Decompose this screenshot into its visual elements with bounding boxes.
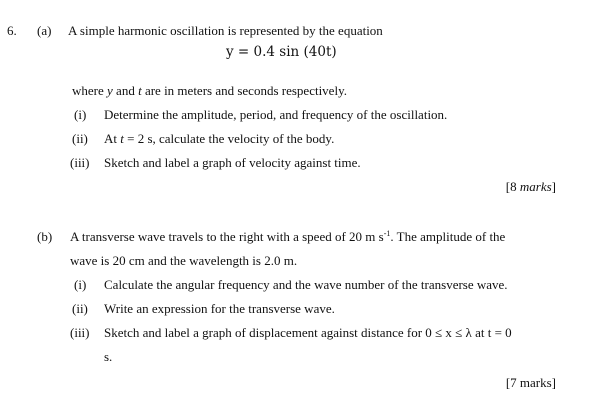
- part-a-marks: [506, 180, 556, 193]
- part-b-line2: wave is 20 cm and the wavelength is 2.0 m.: [70, 253, 298, 268]
- marks-open: [8: [505, 179, 520, 194]
- question-number: 6.: [7, 23, 17, 38]
- part-a-equation: y = 0.4 sin (40t): [226, 44, 337, 60]
- part-b-item-iii-cont: s.: [104, 349, 113, 364]
- line1-sup: -1: [383, 229, 391, 238]
- where-pre: where: [72, 83, 108, 98]
- marks-close: ]: [551, 179, 556, 194]
- part-b-item-ii-text: Write an expression for the transverse wave.: [104, 301, 335, 316]
- part-b-item-i-label: (i): [74, 277, 87, 292]
- part-a-item-i-text: Determine the amplitude, period, and frequency of the oscillation.: [104, 107, 448, 122]
- part-a-item-i-label: (i): [74, 107, 87, 122]
- part-b-item-ii-label: (ii): [72, 301, 88, 316]
- part-a-where-line: [72, 84, 347, 97]
- where-post: are in meters and seconds respectively.: [141, 83, 347, 98]
- marks-word: marks: [519, 179, 552, 194]
- part-b-line1: [70, 230, 505, 243]
- where-var-t: t: [138, 83, 142, 98]
- where-var-y: y: [107, 83, 113, 98]
- where-mid: and: [112, 83, 139, 98]
- part-b-item-i-text: Calculate the angular frequency and the wave number of the transverse wave.: [104, 277, 508, 292]
- part-a-item-ii-label: (ii): [72, 131, 88, 146]
- item-ii-var: t: [120, 131, 124, 146]
- line1-post: . The amplitude of the: [390, 229, 506, 244]
- part-b-marks: [7 marks]: [505, 375, 556, 390]
- item-ii-pre: At: [104, 131, 121, 146]
- part-a-label: (a): [37, 23, 52, 38]
- part-b-item-iii-text: Sketch and label a graph of displacement against distance for 0 ≤ x ≤ λ at t = 0: [104, 325, 512, 340]
- part-a-intro: A simple harmonic oscillation is represented by the equation: [68, 23, 383, 38]
- part-a-item-iii-text: Sketch and label a graph of velocity against time.: [104, 155, 361, 170]
- part-b-label: (b): [37, 229, 53, 244]
- part-b-item-iii-label: (iii): [70, 325, 90, 340]
- line1-pre: A transverse wave travels to the right with a speed of 20 m s: [70, 229, 384, 244]
- part-a-item-iii-label: (iii): [70, 155, 90, 170]
- part-a-item-ii-text: [104, 132, 334, 145]
- item-ii-post: = 2 s, calculate the velocity of the body.: [123, 131, 335, 146]
